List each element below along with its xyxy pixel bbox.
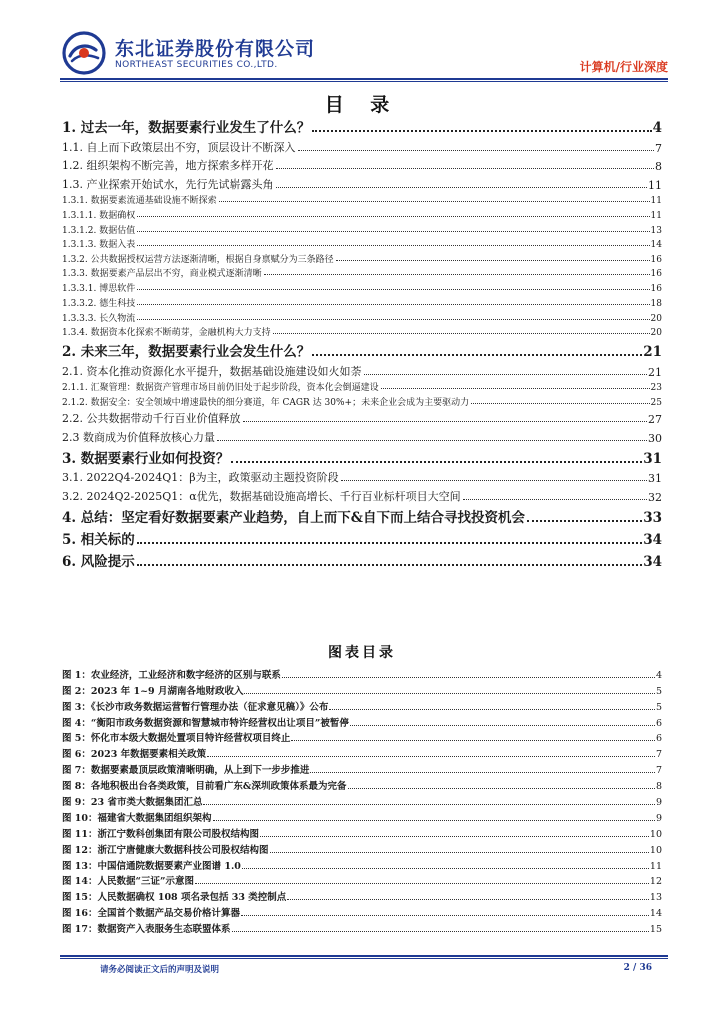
- dot-leader: [137, 245, 649, 246]
- toc-entry[interactable]: [62, 408, 662, 427]
- toc-entry[interactable]: [62, 136, 662, 155]
- disclaimer-note: 请务必阅读正文后的声明及说明: [100, 965, 220, 975]
- figure-entry-title: 图 4：“衡阳市政务数据资源和智慧城市特许经营权出让项目”被暂停: [62, 717, 349, 729]
- dot-leader: [276, 168, 655, 169]
- toc-entry-title: 1.3.3. 数据要素产品层出不穷，商业模式逐渐清晰: [62, 269, 262, 280]
- dot-leader: [350, 725, 655, 726]
- dot-leader: [137, 564, 642, 566]
- dot-leader: [232, 931, 649, 932]
- dot-leader: [298, 150, 655, 151]
- toc-entry-title: 1.3.3.1. 博思软件: [62, 284, 136, 295]
- dot-leader: [276, 187, 648, 188]
- figure-entry-page: 7: [655, 765, 662, 777]
- figure-entry-title: 图 8：各地积极出台各类政策，目前看广东&深圳政策体系最为完备: [62, 781, 347, 793]
- figure-entry[interactable]: [62, 872, 662, 888]
- dot-leader: [137, 216, 649, 217]
- toc-entry-page: 33: [643, 509, 662, 526]
- figure-entry[interactable]: [62, 760, 662, 776]
- toc-entry-page: 20: [650, 328, 662, 339]
- figure-entry[interactable]: [62, 792, 662, 808]
- toc-entry-title: 6. 风险提示: [62, 553, 135, 570]
- figure-entry[interactable]: [62, 776, 662, 792]
- toc-entry-title: 5. 相关标的: [62, 531, 135, 548]
- dot-leader: [137, 231, 649, 232]
- report-type-label: 计算机/行业深度: [579, 60, 668, 74]
- dot-leader: [364, 374, 648, 375]
- toc-entry-page: 32: [648, 490, 662, 504]
- toc-entry[interactable]: [62, 379, 662, 394]
- figure-list: [62, 665, 662, 935]
- toc-entry-page: 14: [650, 240, 662, 251]
- footer-divider: [60, 955, 668, 957]
- dot-leader: [273, 333, 650, 334]
- toc-entry-page: 20: [650, 313, 662, 324]
- dot-leader: [348, 788, 655, 789]
- toc-entry-page: 7: [655, 141, 662, 155]
- figure-entry-title: 图 9：23 省市类大数据集团汇总: [62, 797, 203, 809]
- figure-entry[interactable]: [62, 856, 662, 872]
- dot-leader: [471, 403, 649, 404]
- toc-entry[interactable]: [62, 526, 662, 548]
- figure-entry-page: 13: [649, 892, 662, 904]
- figure-entry-page: 10: [649, 844, 662, 856]
- figure-entry-page: 12: [649, 876, 662, 888]
- toc-title: 目 录: [324, 94, 400, 116]
- dot-leader: [264, 274, 650, 275]
- toc-entry-page: 11: [650, 210, 662, 221]
- page-header: [0, 0, 724, 82]
- dot-leader: [213, 820, 655, 821]
- toc-entry[interactable]: [62, 338, 662, 360]
- toc-entry[interactable]: [62, 192, 662, 207]
- figure-entry[interactable]: [62, 665, 662, 681]
- toc-entry-title: 1.1. 自上而下政策层出不穷，顶层设计不断深入: [62, 140, 296, 154]
- page-number: 2 / 36: [623, 963, 652, 973]
- company-name-en: NORTHEAST SECURITIES CO.,LTD.: [115, 60, 278, 70]
- dot-leader: [463, 499, 647, 500]
- toc-entry-title: 3. 数据要素行业如何投资？: [62, 450, 230, 467]
- figure-entry-page: 4: [655, 669, 662, 681]
- dot-leader: [260, 836, 649, 837]
- dot-leader: [219, 201, 650, 202]
- toc-entry[interactable]: [62, 504, 662, 526]
- figure-entry[interactable]: [62, 903, 662, 919]
- dot-leader: [241, 915, 649, 916]
- dot-leader: [310, 772, 655, 773]
- figure-entry-title: 图 11：浙江宁数科创集团有限公司股权结构图: [62, 828, 260, 840]
- figure-entry[interactable]: [62, 744, 662, 760]
- figure-entry[interactable]: [62, 729, 662, 745]
- footer-divider-thin: [60, 958, 668, 959]
- toc-entry-title: 2.1. 资本化推动资源化水平提升，数据基础设施建设如火如荼: [62, 364, 362, 378]
- toc-entry[interactable]: [62, 279, 662, 294]
- dot-leader: [137, 289, 649, 290]
- toc-entry-page: 13: [650, 225, 662, 236]
- toc-entry-title: 1.3.3.2. 德生科技: [62, 298, 136, 309]
- dot-leader: [329, 709, 655, 710]
- toc-entry-page: 31: [648, 472, 662, 486]
- toc-entry-page: 34: [643, 531, 662, 548]
- toc-entry[interactable]: [62, 309, 662, 324]
- figure-entry[interactable]: [62, 887, 662, 903]
- toc-entry-title: 2.2. 公共数据带动千行百业价值释放: [62, 412, 241, 426]
- figure-entry-title: 图 17：数据资产入表服务生态联盟体系: [62, 924, 231, 936]
- figure-entry-page: 9: [655, 812, 662, 824]
- figure-entry-title: 图 1：农业经济，工业经济和数字经济的区别与联系: [62, 669, 281, 681]
- toc-entry-title: 1.3.1.2. 数据估值: [62, 225, 136, 236]
- toc-entry[interactable]: [62, 236, 662, 251]
- dot-leader: [243, 421, 648, 422]
- toc-entry-title: 1. 过去一年，数据要素行业发生了什么？: [62, 120, 311, 136]
- dot-leader: [312, 130, 651, 132]
- figure-entry-title: 图 7：数据要素最顶层政策清晰明确，从上到下一步步推进: [62, 765, 310, 777]
- toc-entry[interactable]: [62, 294, 662, 309]
- dot-leader: [381, 388, 650, 389]
- figure-entry-title: 图 5：怀化市本级大数据处置项目特许经营权项目终止: [62, 733, 291, 745]
- toc-entry-page: 23: [650, 383, 662, 394]
- figure-entry-title: 图 2：2023 年 1~9 月湖南各地财政收入: [62, 685, 244, 697]
- toc-entry-page: 31: [643, 450, 662, 467]
- header-divider: [60, 78, 668, 80]
- toc-entry[interactable]: [62, 221, 662, 236]
- dot-leader: [291, 740, 655, 741]
- toc-entry[interactable]: [62, 114, 662, 136]
- figure-entry-page: 14: [649, 908, 662, 920]
- toc-entry-title: 1.3.1. 数据要素流通基础设施不断探索: [62, 196, 217, 206]
- figure-entry-title: 图 15：人民数据确权 108 项名录包括 33 类控制点: [62, 892, 287, 904]
- toc-entry[interactable]: [62, 360, 662, 379]
- toc-entry-page: 11: [648, 178, 662, 192]
- toc-entry-page: 16: [650, 284, 662, 295]
- toc-entry-title: 1.3.1.3. 数据入表: [62, 240, 136, 251]
- toc-entry-page: 25: [650, 397, 662, 408]
- dot-leader: [207, 756, 655, 757]
- toc-entry-title: 4. 总结：坚定看好数据要素产业趋势，自上而下&自下而上结合寻找投资机会: [62, 509, 525, 526]
- toc-entry-title: 1.3.3.3. 长久物流: [62, 313, 136, 324]
- toc-entry[interactable]: [62, 155, 662, 174]
- dot-leader: [137, 319, 649, 320]
- figure-entry[interactable]: [62, 713, 662, 729]
- toc-entry-title: 1.3.4. 数据资本化探索不断萌芽，金融机构大力支持: [62, 328, 271, 339]
- toc-entry-page: 21: [643, 344, 662, 361]
- toc-entry[interactable]: [62, 467, 662, 486]
- toc-entry-title: 1.2. 组织架构不断完善，地方探索多样开花: [62, 159, 274, 172]
- figure-entry-page: 6: [655, 733, 662, 745]
- toc-entry-page: 16: [650, 269, 662, 280]
- toc-entry[interactable]: [62, 173, 662, 192]
- figure-entry-title: 图 14：人民数据“三证”示意图: [62, 876, 194, 888]
- figure-list-title: 图表目录: [328, 645, 396, 661]
- toc-entry[interactable]: [62, 393, 662, 408]
- dot-leader: [270, 852, 649, 853]
- toc-entry-title: 2. 未来三年，数据要素行业会发生什么？: [62, 344, 311, 361]
- figure-entry[interactable]: [62, 697, 662, 713]
- figure-entry[interactable]: [62, 919, 662, 935]
- figure-entry-page: 9: [655, 797, 662, 809]
- toc-entry-page: 18: [650, 298, 662, 309]
- toc-entry-title: 2.1.1. 汇聚管理：数据资产管理市场目前仍旧处于起步阶段，资本化会倒逼建设: [62, 383, 379, 394]
- toc-entry-title: 2.1.2. 数据安全：安全领域中增速最快的细分赛道，年 CAGR 达 30%+；未来企业会成为主要驱动力: [62, 397, 470, 408]
- dot-leader: [312, 354, 642, 356]
- toc-entry-page: 30: [648, 431, 662, 445]
- toc-entry[interactable]: [62, 206, 662, 221]
- toc-entry-page: 11: [650, 196, 662, 206]
- figure-entry-page: 11: [649, 860, 662, 872]
- figure-entry-title: 图 3：《长沙市政务数据运营暂行管理办法（征求意见稿）》公布: [62, 701, 329, 713]
- table-of-contents: [62, 114, 662, 570]
- toc-entry-title: 1.3.1.1. 数据确权: [62, 210, 136, 221]
- toc-entry-page: 4: [652, 120, 662, 136]
- toc-entry-title: 3.1. 2022Q4-2024Q1：β为主，政策驱动主题投资阶段: [62, 471, 339, 485]
- toc-entry-page: 21: [648, 365, 662, 379]
- figure-entry-title: 图 16：全国首个数据产品交易价格计算器: [62, 908, 241, 920]
- dot-leader: [137, 542, 642, 544]
- toc-entry[interactable]: [62, 485, 662, 504]
- toc-entry[interactable]: [62, 250, 662, 265]
- toc-entry-title: 2.3 数商成为价值释放核心力量: [62, 430, 215, 444]
- figure-entry-page: 6: [655, 717, 662, 729]
- figure-entry-page: 10: [649, 828, 662, 840]
- header-divider-thin: [60, 81, 668, 82]
- dot-leader: [341, 480, 647, 481]
- dot-leader: [242, 868, 649, 869]
- figure-entry[interactable]: [62, 824, 662, 840]
- dot-leader: [336, 260, 650, 261]
- dot-leader: [244, 693, 654, 694]
- toc-entry-page: 27: [648, 413, 662, 427]
- figure-entry-page: 5: [655, 685, 662, 697]
- toc-entry[interactable]: [62, 265, 662, 280]
- figure-entry[interactable]: [62, 808, 662, 824]
- dot-leader: [203, 804, 655, 805]
- figure-entry-title: 图 6：2023 年数据要素相关政策: [62, 749, 207, 761]
- toc-entry[interactable]: [62, 324, 662, 339]
- figure-entry[interactable]: [62, 681, 662, 697]
- dot-leader: [282, 677, 655, 678]
- toc-entry-page: 16: [650, 254, 662, 265]
- dot-leader: [195, 883, 649, 884]
- toc-entry-page: 34: [643, 553, 662, 570]
- dot-leader: [137, 304, 649, 305]
- dot-leader: [287, 899, 649, 900]
- figure-entry-title: 图 10：福建省大数据集团组织架构: [62, 812, 212, 824]
- toc-entry[interactable]: [62, 445, 662, 467]
- figure-entry-page: 7: [655, 749, 662, 761]
- toc-entry[interactable]: [62, 426, 662, 445]
- dot-leader: [217, 440, 647, 441]
- figure-entry-page: 8: [655, 781, 662, 793]
- dot-leader: [231, 461, 642, 463]
- northeast-securities-logo-icon: [62, 31, 106, 75]
- figure-entry-title: 图 12：浙江宁唐健康大数据科技公司股权结构图: [62, 844, 269, 856]
- figure-entry[interactable]: [62, 840, 662, 856]
- figure-entry-title: 图 13：中国信通院数据要素产业图谱 1.0: [62, 860, 241, 872]
- figure-entry-page: 15: [649, 924, 662, 936]
- toc-entry-title: 1.3. 产业探索开始试水，先行先试崭露头角: [62, 177, 274, 191]
- figure-entry-page: 5: [655, 701, 662, 713]
- dot-leader: [527, 520, 642, 522]
- toc-entry[interactable]: [62, 548, 662, 570]
- toc-entry-title: 1.3.2. 公共数据授权运营方法逐渐清晰，根据自身禀赋分为三条路径: [62, 254, 334, 265]
- company-name-cn: 东北证券股份有限公司: [115, 38, 316, 60]
- toc-entry-title: 3.2. 2024Q2-2025Q1：α优先，数据基础设施高增长、千行百业标杆项目大空间: [62, 489, 461, 503]
- toc-entry-page: 8: [655, 160, 662, 173]
